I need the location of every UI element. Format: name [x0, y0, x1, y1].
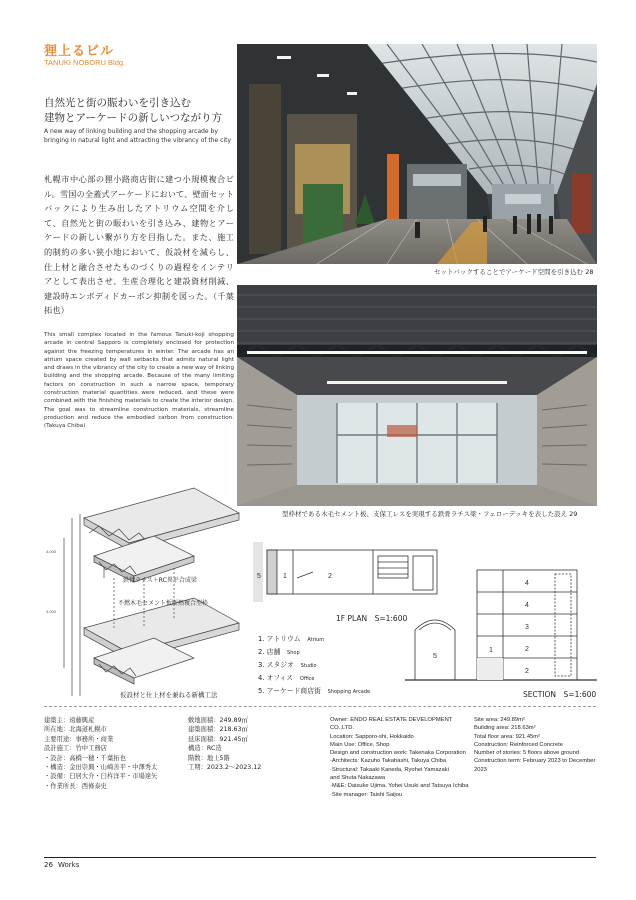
interior-photo — [237, 285, 597, 506]
diagram-label-truss: 鉄骨ラチス＋RC異平合成梁 — [123, 577, 197, 584]
plan-room-label: 5 — [257, 573, 261, 580]
lead-heading-line2: 建物とアーケードの新しいつながり方 — [44, 112, 223, 124]
footer-rule — [44, 857, 596, 858]
credits-en-data: Site area: 249.89m² Building area: 218.63m² Total floor area: 921.45m² Construction: Reinforced Concrete Number of stories: 5 floors above ground Construction term: February 2023 to December 2023 — [474, 717, 596, 773]
credits-jp-staff: 建築主：遠藤興産 所在地：北海道札幌市 主要用途：事務所・商業 設計施工：竹中工務店 ・設計：高橋一穂・千葉拓也 ・構造：金田崇興・山崎善平・中澤秀太 ・設備：臼居大介・臼杵洋平・市場達矢 ・作業所長：西條泰史 — [44, 717, 158, 790]
plan-room-label: 2 — [328, 573, 332, 580]
plan-title: 1F PLAN S=1:600 — [336, 614, 408, 623]
credits-divider — [44, 706, 596, 707]
legend-item-office: 4. オフィス Office — [258, 674, 315, 682]
svg-text:4,000: 4,000 — [46, 549, 57, 554]
section-room-label: 1 — [489, 647, 493, 654]
arcade-photo — [237, 44, 597, 264]
legend-item-atrium: 1. アトリウム Atrium — [258, 635, 325, 643]
credits-jp-data: 敷地面積：249.89㎡ 建築面積：218.63㎡ 延床面積：921.45㎡ 構造：RC造 階数：地上5階 工期：2023.2〜2023.12 — [188, 717, 262, 772]
photo-caption-mid: 型枠材である木毛セメント板、支保工レスを実現する鉄骨ラチス梁・フェローデッキを表した設え 29 — [282, 510, 578, 518]
legend-item-shop: 2. 店舗 Shop — [258, 648, 300, 656]
construction-diagram-drawing — [44, 478, 244, 700]
section-drawing — [405, 560, 597, 688]
page-number: 26 — [44, 861, 53, 869]
lead-subheading-en: A new way of linking building and the shopping arcade by bringing in natural light and attracting the vibrancy of the city — [44, 128, 232, 144]
page-title-en: TANUKI NOBORU Bldg. — [44, 58, 126, 67]
diagram-caption: 仮設材と仕上材を兼ねる新構工法 — [120, 691, 218, 699]
section-room-label: 4 — [525, 580, 529, 587]
lead-heading-line1: 自然光と街の賑わいを引き込む — [44, 97, 191, 109]
section-label: Works — [58, 861, 80, 869]
legend-item-arcade: 5. アーケード商店街 Shopping Arcade — [258, 687, 371, 695]
plan-room-label: 1 — [283, 573, 287, 580]
section-room-label: 5 — [433, 653, 437, 660]
body-text-en: This small complex located in the famous Tanuki-koji shopping arcade in central Sapporo is completely enclosed for protection against the freezing temperatures in winter. The arcade has an atrium space created by wall setbacks that admits natural light and draws in the vibrancy of the city to create a new way of linking building and the shopping arcade. Because of the many limiting factors on construction in such a narrow space, temporary construction material quantities were reduced, and these were combined with the finishing materials to create the interior design. The goal was to streamline construction materials, streamline production and reduce the embodied carbon from construction. (Takuya Chiba) — [44, 332, 234, 430]
section-room-label: 4 — [525, 602, 529, 609]
photo-caption-top: セットバックすることでアーケード空間を引き込む 28 — [434, 268, 594, 276]
page-title: 狸上るビル — [44, 44, 115, 59]
section-room-label: 3 — [525, 624, 529, 631]
section-room-label: 2 — [525, 668, 529, 675]
arcade-photo-illustration — [237, 44, 597, 264]
body-text-jp: 札幌市中心部の狸小路商店街に建つ小規模複合ビル。雪国の全蓋式アーケードにおいて、壁面セットバックにより生み出したアトリウム空間を介して、自然光と街の賑わいを引き込み、建物とアーケードの新しい繋がり方を目指した。また、施工的制約の多い狭小地において、仮設材を減らし、仕上材と融合させたものづくりの過程をインテリアとして表出させ、生産合理化と建設資材削減、建設時エンボディドカーボン抑制を図った。（千葉 拓也） — [44, 174, 234, 316]
plan-legend — [258, 633, 370, 698]
interior-photo-illustration — [237, 285, 597, 506]
svg-text:4,000: 4,000 — [46, 609, 57, 614]
legend-item-studio: 3. スタジオ Studio — [258, 661, 317, 669]
construction-diagram — [44, 478, 244, 700]
section-drawing-svg — [405, 560, 597, 688]
credits-en-staff: Owner: ENDO REAL ESTATE DEVELOPMENT CO.,LTD. Location: Sapporo-shi, Hokkaido Main Use: Office, Shop Design and construction work: Takenaka Corporation ·Architects: Kazuho Takahashi, Takuya Chiba ·Structural: Takaaki Kaneda, Ryohei Yamazaki and Shuta Nakazawa ·M&E: Daisuke Ujima, Yohei Usuki and Tatsuya Ichiba ·Site manager: Taishi Saijou — [330, 717, 469, 798]
section-room-label: 2 — [525, 646, 529, 653]
diagram-label-board: 不燃木毛セメント板断熱複合型枠 — [118, 600, 209, 607]
section-title: SECTION S=1:600 — [523, 690, 597, 699]
